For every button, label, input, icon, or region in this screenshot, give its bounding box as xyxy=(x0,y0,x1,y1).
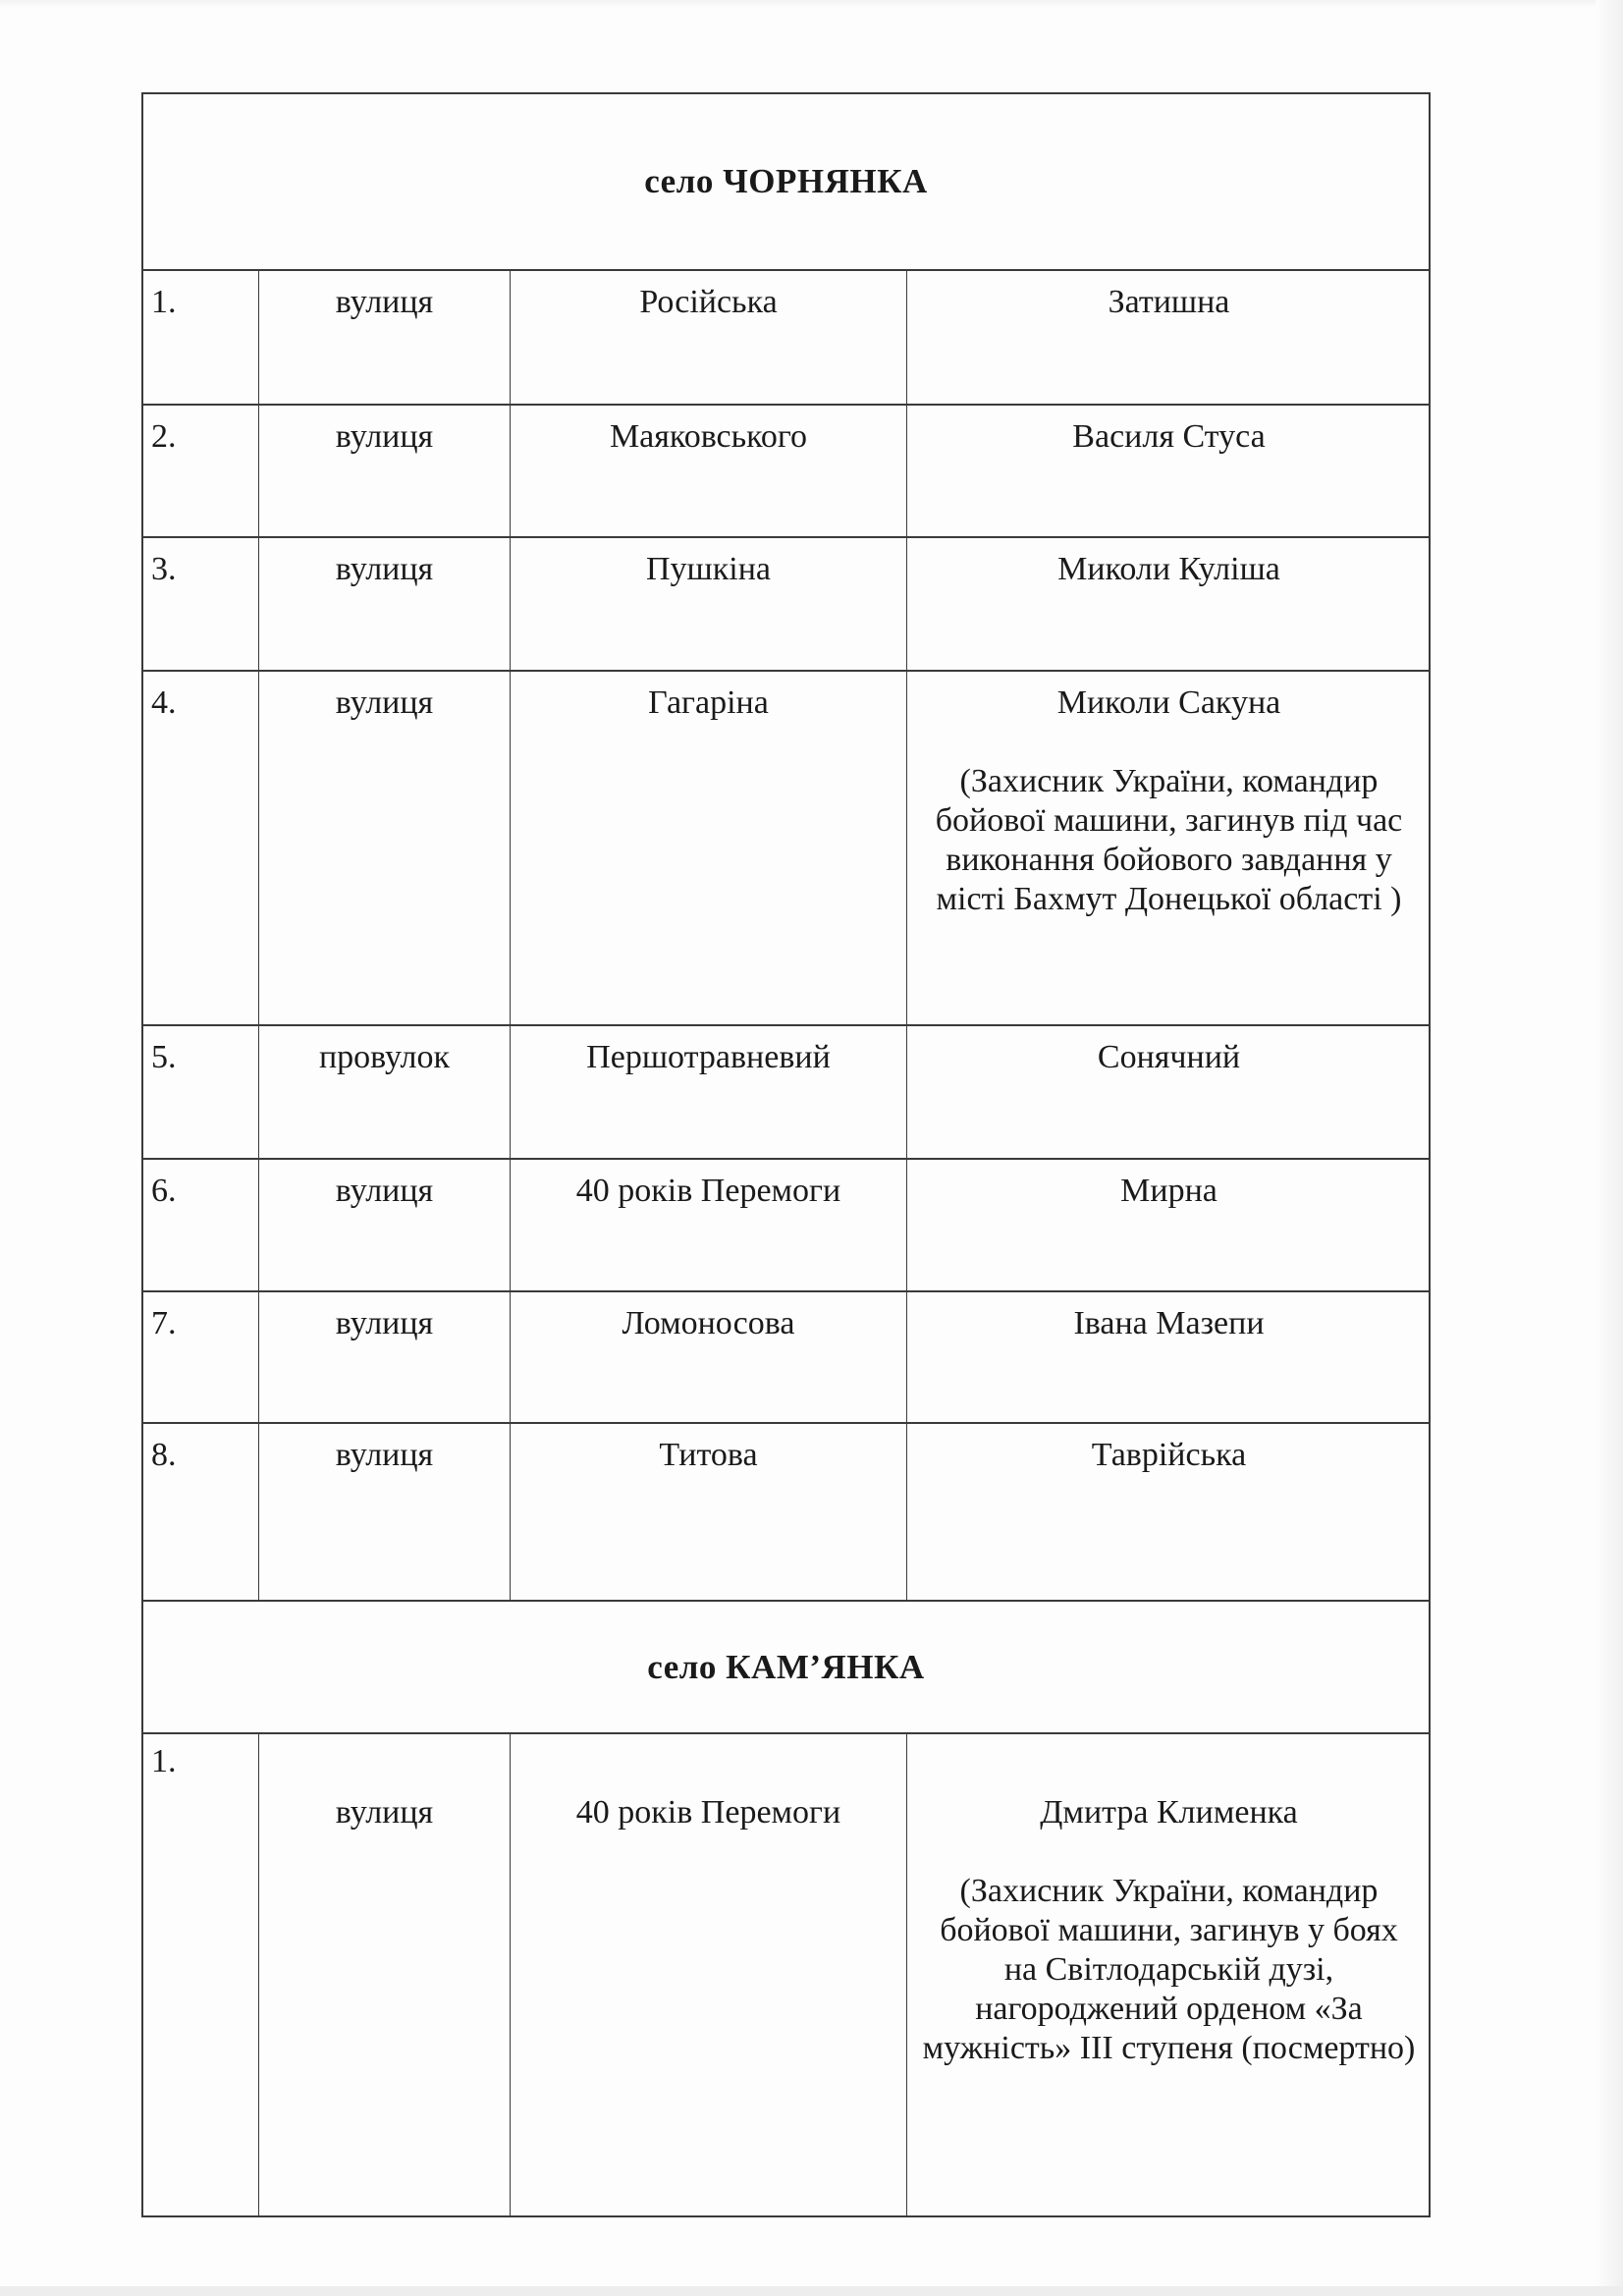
row-number: 2. xyxy=(143,406,259,536)
scan-edge-top xyxy=(0,0,1623,8)
section-header-chornianka xyxy=(143,94,1429,271)
old-name: Маяковського xyxy=(511,406,907,536)
old-name: Пушкіна xyxy=(511,538,907,670)
new-name: Дмитра Клименка xyxy=(1040,1794,1298,1831)
street-type: вулиця xyxy=(259,538,511,670)
new-name: Василя Стуса xyxy=(1072,418,1266,455)
street-type: вулиця xyxy=(259,271,511,404)
new-name: Затишна xyxy=(1108,284,1230,320)
section-title: село ЧОРНЯНКА xyxy=(644,162,928,200)
street-renaming-table xyxy=(141,92,1431,2217)
new-name-cell xyxy=(907,1026,1431,1158)
honoree-note: (Захисник України, командир бойової машини, загинув у боях на Світлодарській дузі, нагороджений орденом «За мужність» ІІІ ступеня (посмертно) xyxy=(922,1873,1416,2066)
old-name: Ломоносова xyxy=(511,1292,907,1422)
street-type: вулиця xyxy=(259,406,511,536)
street-type: вулиця xyxy=(259,672,511,1024)
street-type: вулиця xyxy=(259,1292,511,1422)
row-number: 8. xyxy=(143,1424,259,1600)
new-name: Сонячний xyxy=(1097,1039,1241,1075)
new-name: Мирна xyxy=(1120,1173,1217,1209)
new-name-cell xyxy=(907,1734,1431,2215)
section-header-kamianka xyxy=(143,1602,1429,1734)
row-number: 7. xyxy=(143,1292,259,1422)
old-name: 40 років Перемоги xyxy=(511,1160,907,1290)
row-number: 1. xyxy=(143,271,259,404)
table-row xyxy=(143,1292,1429,1424)
scan-edge-right xyxy=(1596,0,1623,2296)
scan-edge-bottom xyxy=(0,2286,1623,2296)
row-number: 3. xyxy=(143,538,259,670)
new-name-cell xyxy=(907,271,1431,404)
street-type: провулок xyxy=(259,1026,511,1158)
new-name: Миколи Сакуна xyxy=(1056,684,1281,721)
table-row xyxy=(143,1734,1429,2215)
new-name: Миколи Куліша xyxy=(1057,551,1280,587)
row-number: 1. xyxy=(143,1734,259,2215)
street-type: вулиця xyxy=(259,1160,511,1290)
new-name-cell xyxy=(907,1292,1431,1422)
table-row xyxy=(143,1026,1429,1160)
new-name-cell xyxy=(907,406,1431,536)
honoree-note: (Захисник України, командир бойової машини, загинув під час виконання бойового завдання у місті Бахмут Донецької області ) xyxy=(935,763,1403,917)
table-row xyxy=(143,271,1429,406)
row-number: 4. xyxy=(143,672,259,1024)
section-title: село КАМ’ЯНКА xyxy=(647,1647,925,1686)
row-number: 6. xyxy=(143,1160,259,1290)
table-row xyxy=(143,1160,1429,1292)
old-name: Першотравневий xyxy=(511,1026,907,1158)
table-row xyxy=(143,538,1429,672)
street-type: вулиця xyxy=(259,1424,511,1600)
old-name: Російська xyxy=(511,271,907,404)
table-row xyxy=(143,1424,1429,1602)
new-name-cell xyxy=(907,538,1431,670)
new-name: Таврійська xyxy=(1091,1437,1247,1473)
old-name: Гагаріна xyxy=(511,672,907,1024)
old-name: Титова xyxy=(511,1424,907,1600)
table-row xyxy=(143,672,1429,1026)
new-name-cell xyxy=(907,1160,1431,1290)
new-name-cell xyxy=(907,672,1431,1024)
street-type: вулиця xyxy=(259,1734,511,2215)
new-name-cell xyxy=(907,1424,1431,1600)
new-name: Івана Мазепи xyxy=(1073,1305,1265,1341)
table-row xyxy=(143,406,1429,538)
row-number: 5. xyxy=(143,1026,259,1158)
old-name: 40 років Перемоги xyxy=(511,1734,907,2215)
